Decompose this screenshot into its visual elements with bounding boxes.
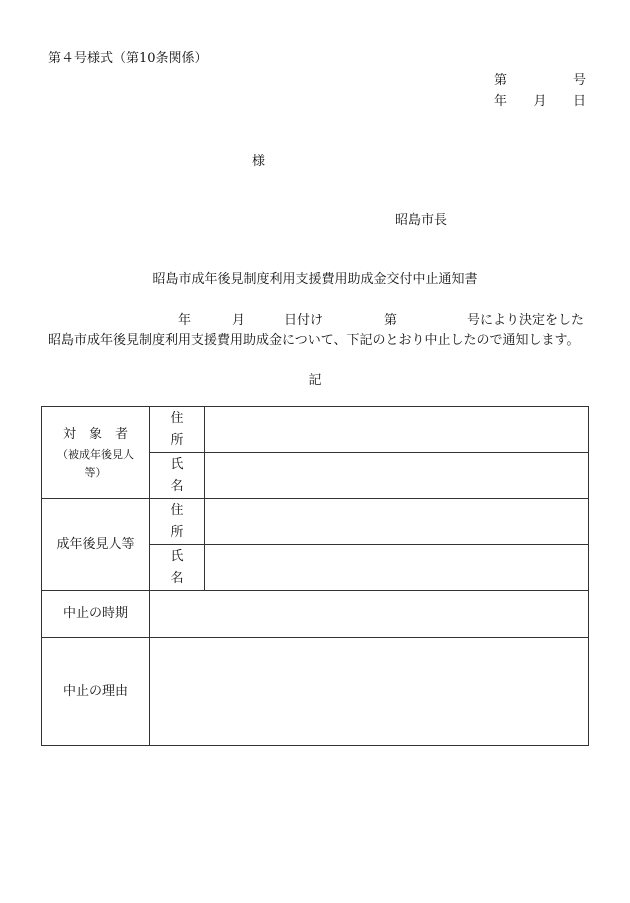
ref-dated: 日付け (284, 313, 324, 328)
guardian-address-field[interactable] (205, 499, 589, 545)
guardian-name-field[interactable] (205, 545, 589, 591)
date-day: 日 (572, 94, 586, 109)
stop-time-field[interactable] (150, 591, 589, 638)
stop-time-label: 中止の時期 (42, 591, 150, 638)
ref-rest: 号により決定をした (467, 313, 585, 328)
date-year: 年 (494, 94, 508, 109)
addressee-suffix: 様 (252, 154, 266, 169)
doc-number-suffix: 号 (572, 73, 586, 88)
guardian-label: 成年後見人等 (42, 499, 150, 591)
ref-year: 年 (178, 313, 192, 328)
issue-date (494, 90, 586, 109)
subject-name-field[interactable] (205, 453, 589, 499)
stop-reason-label: 中止の理由 (42, 638, 150, 746)
form-id: 第４号様式（第10条関係） (48, 51, 208, 66)
name-label: 氏 名 (150, 545, 205, 591)
body-text: 昭島市成年後見制度利用支援費用助成金について、下記のとおり中止したので通知します。 (48, 333, 580, 348)
subject-label: 対 象 者 (62, 426, 128, 442)
table-row (42, 591, 589, 638)
table-row (42, 638, 589, 746)
subject-address-field[interactable] (205, 407, 589, 453)
subject-label-cell (42, 407, 150, 499)
doc-number-prefix: 第 (494, 73, 508, 88)
document-number (494, 69, 586, 88)
details-table (41, 406, 589, 746)
address-label: 住 所 (150, 499, 205, 545)
subject-sublabel-1: （被成年後見人 (57, 447, 134, 461)
ref-dai: 第 (384, 313, 398, 328)
name-label: 氏 名 (150, 453, 205, 499)
ref-month: 月 (232, 313, 246, 328)
document-title: 昭島市成年後見制度利用支援費用助成金交付中止通知書 (152, 272, 478, 287)
subject-sublabel-2: 等） (84, 465, 107, 479)
stop-reason-field[interactable] (150, 638, 589, 746)
table-row (42, 407, 589, 453)
ki-heading: 記 (308, 373, 322, 388)
table-row (42, 499, 589, 545)
issuer: 昭島市長 (395, 213, 448, 228)
date-month: 月 (533, 94, 547, 109)
address-label: 住 所 (150, 407, 205, 453)
